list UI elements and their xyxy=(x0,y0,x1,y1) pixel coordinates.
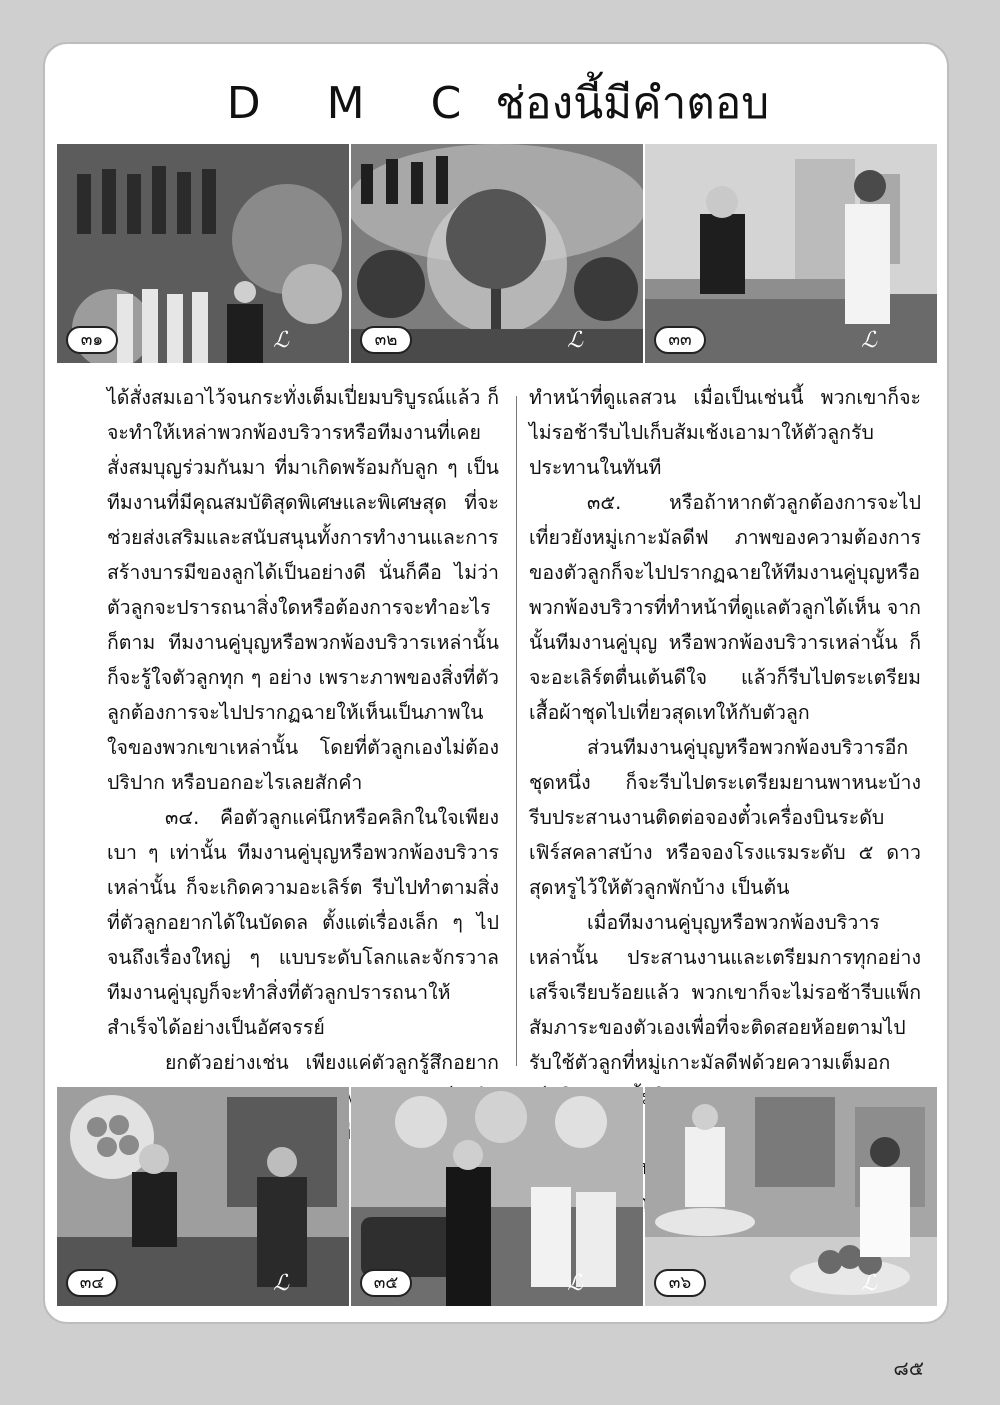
paragraph: ส่วนทีมงานคู่บุญหรือพวกพ้องบริวารอีกชุดหนึ่ง ก็จะรีบไปตระเตรียมยานพาหนะบ้าง รีบประสานงานติดต่อจองตั๋วเครื่องบินระดับเฟิร์สคลาสบ้าง หรือจองโรงแรมระดับ ๕ ดาวสุดหรูไว้ให้ตัวลูกพักบ้าง เป็นต้น xyxy=(529,736,921,899)
paragraph: ทำหน้าที่ดูแลสวน เมื่อเป็นเช่นนี้ พวกเขาก็จะไม่รอช้ารีบไปเก็บส้มเช้งเอามาให้ตัวลูกรับประทานในทันที xyxy=(529,386,921,479)
image-number-badge: ๓๕ xyxy=(360,1269,412,1297)
column-divider xyxy=(516,396,517,1066)
artist-signature: ℒ xyxy=(861,328,877,353)
paragraph: ได้สั่งสมเอาไว้จนกระทั่งเต็มเปี่ยมบริบูรณ์แล้ว ก็จะทำให้เหล่าพวกพ้องบริวารหรือทีมงานที่เคยสั่งสมบุญร่วมกันมา ที่มาเกิดพร้อมกับลูก ๆ เป็นทีมงานที่มีคุณสมบัติสุดพิเศษและพิเศษสุด ที่จะช่วยส่งเสริมและสนับสนุนทั้งการทำงานและการสร้างบารมีของลูกได้เป็นอย่างดี นั่นก็คือ ไม่ว่าตัวลูกจะปรารถนาสิ่งใดหรือต้องการจะทำอะไรก็ตาม ทีมงานคู่บุญหรือพวกพ้องบริวารเหล่านั้น ก็จะรู้ใจตัวลูกทุก ๆ อย่าง เพราะภาพของสิ่งที่ตัวลูกต้องการจะไปปรากฏฉายให้เห็นเป็นภาพในใจของพวกเขาเหล่านั้น โดยที่ตัวลูกเองไม่ต้องปริปาก หรือบอกอะไรเลยสักคำ xyxy=(107,386,499,794)
text-column-left xyxy=(107,380,499,1185)
page-frame xyxy=(43,42,949,1324)
title-latin: D M C xyxy=(226,78,488,129)
illustration-34 xyxy=(57,1087,349,1306)
artist-signature: ℒ xyxy=(567,328,583,353)
image-number-badge: ๓๖ xyxy=(654,1269,706,1297)
artist-signature: ℒ xyxy=(861,1271,877,1296)
illustration-36 xyxy=(645,1087,937,1306)
page-title xyxy=(45,76,949,132)
title-thai: ช่องนี้มีคำตอบ xyxy=(495,78,770,129)
bottom-illustration-strip xyxy=(57,1087,937,1306)
illustration-32 xyxy=(351,144,643,363)
image-number-badge: ๓๓ xyxy=(654,326,706,354)
paragraph: ๓๔. คือตัวลูกแค่นึกหรือคลิกในใจเพียงเบา ๆ เท่านั้น ทีมงานคู่บุญหรือพวกพ้องบริวารเหล่านั้น ก็จะเกิดความอะเลิร์ต รีบไปทำตามสิ่งที่ตัวลูกอยากได้ในบัดดล ตั้งแต่เรื่องเล็ก ๆ ไปจนถึงเรื่องใหญ่ ๆ แบบระดับโลกและจักรวาล ทีมงานคู่บุญก็จะทำสิ่งที่ตัวลูกปรารถนาให้สำเร็จได้อย่างเป็นอัศจรรย์ xyxy=(107,806,499,1039)
artist-signature: ℒ xyxy=(567,1271,583,1296)
paragraph: ยกตัวอย่างเช่น เพียงแค่ตัวลูกรู้สึกอยาก xyxy=(165,1051,499,1074)
artist-signature: ℒ xyxy=(273,328,289,353)
paragraph: เมื่อทีมงานคู่บุญหรือพวกพ้องบริวารเหล่านั้น ประสานงานและเตรียมการทุกอย่างเสร็จเรียบร้อยแล้ว พวกเขาก็จะไม่รอช้ารีบแพ็กสัมภาระของตัวเองเพื่อที่จะติดสอยห้อยตามไปรับใช้ตัวลูกที่หมู่เกาะมัลดีฟด้วยความเต็มอก xyxy=(529,911,921,1074)
illustration-35 xyxy=(351,1087,643,1306)
illustration-31 xyxy=(57,144,349,363)
top-illustration-strip xyxy=(57,144,937,363)
image-number-badge: ๓๔ xyxy=(66,1269,118,1297)
page-number: ๘๕ xyxy=(893,1356,924,1380)
paragraph: ๓๕. หรือถ้าหากตัวลูกต้องการจะไปเที่ยวยังหมู่เกาะมัลดีฟ ภาพของความต้องการของตัวลูกก็จะไปปรากฏฉายให้ทีมงานคู่บุญหรือพวกพ้องบริวารที่ทำหน้าที่ดูแลตัวลูกได้เห็น จากนั้นทีมงานคู่บุญ หรือพวกพ้องบริวารเหล่านั้น ก็จะอะเลิร์ตตื่นเต้นดีใจ แล้วก็รีบไปตระเตรียมเสื้อผ้าชุดไปเที่ยวสุดเทให้กับตัวลูก xyxy=(529,491,921,724)
illustration-33 xyxy=(645,144,937,363)
image-number-badge: ๓๒ xyxy=(360,326,412,354)
artist-signature: ℒ xyxy=(273,1271,289,1296)
image-number-badge: ๓๑ xyxy=(66,326,118,354)
